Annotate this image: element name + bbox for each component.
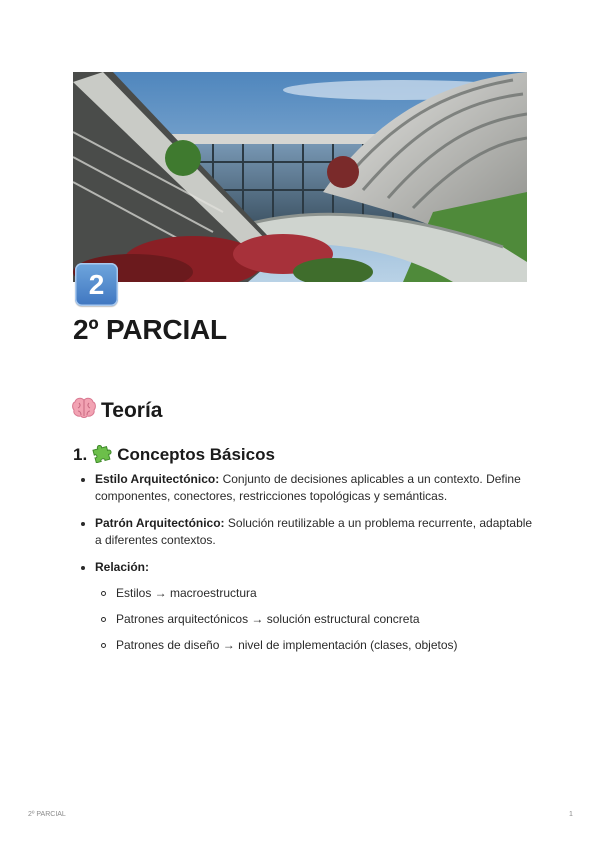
sublist-item: Estilos → macroestructura [95,585,538,602]
page-icon-number: 2 [88,268,105,300]
list-item [78,471,538,505]
sublist-item: Patrones arquitectónicos → solución estructural concreta [95,611,538,628]
subsection-heading-conceptos [73,441,275,468]
puzzle-piece-icon [91,441,113,468]
list-item [78,559,538,654]
footer-title: 2º PARCIAL [28,811,66,818]
section-heading-teoria [72,397,162,425]
term-label: Relación: [95,560,150,574]
list-item [78,515,538,549]
term-definition: Solución reutilizable a un problema recurrente, adaptable a diferentes contextos. [95,516,533,547]
brain-icon [72,397,96,425]
subsection-number: 1. [73,444,88,464]
section-heading-text: Teoría [101,399,163,422]
page-number: 1 [569,811,573,818]
cover-image [73,72,527,282]
subsection-title: Conceptos Básicos [117,444,275,464]
sublist-item: Patrones de diseño → nivel de implementación (clases, objetos) [95,637,538,654]
page-title: 2º PARCIAL [73,314,227,345]
term-definition: Conjunto de decisiones aplicables a un contexto. Define componentes, conectores, restricciones topológicas y semánticas. [95,472,521,503]
page-icon [75,263,118,306]
term-label: Patrón Arquitectónico: [95,516,225,530]
relation-sublist [95,585,538,654]
term-label: Estilo Arquitectónico: [95,472,220,486]
concepts-list [78,471,538,664]
